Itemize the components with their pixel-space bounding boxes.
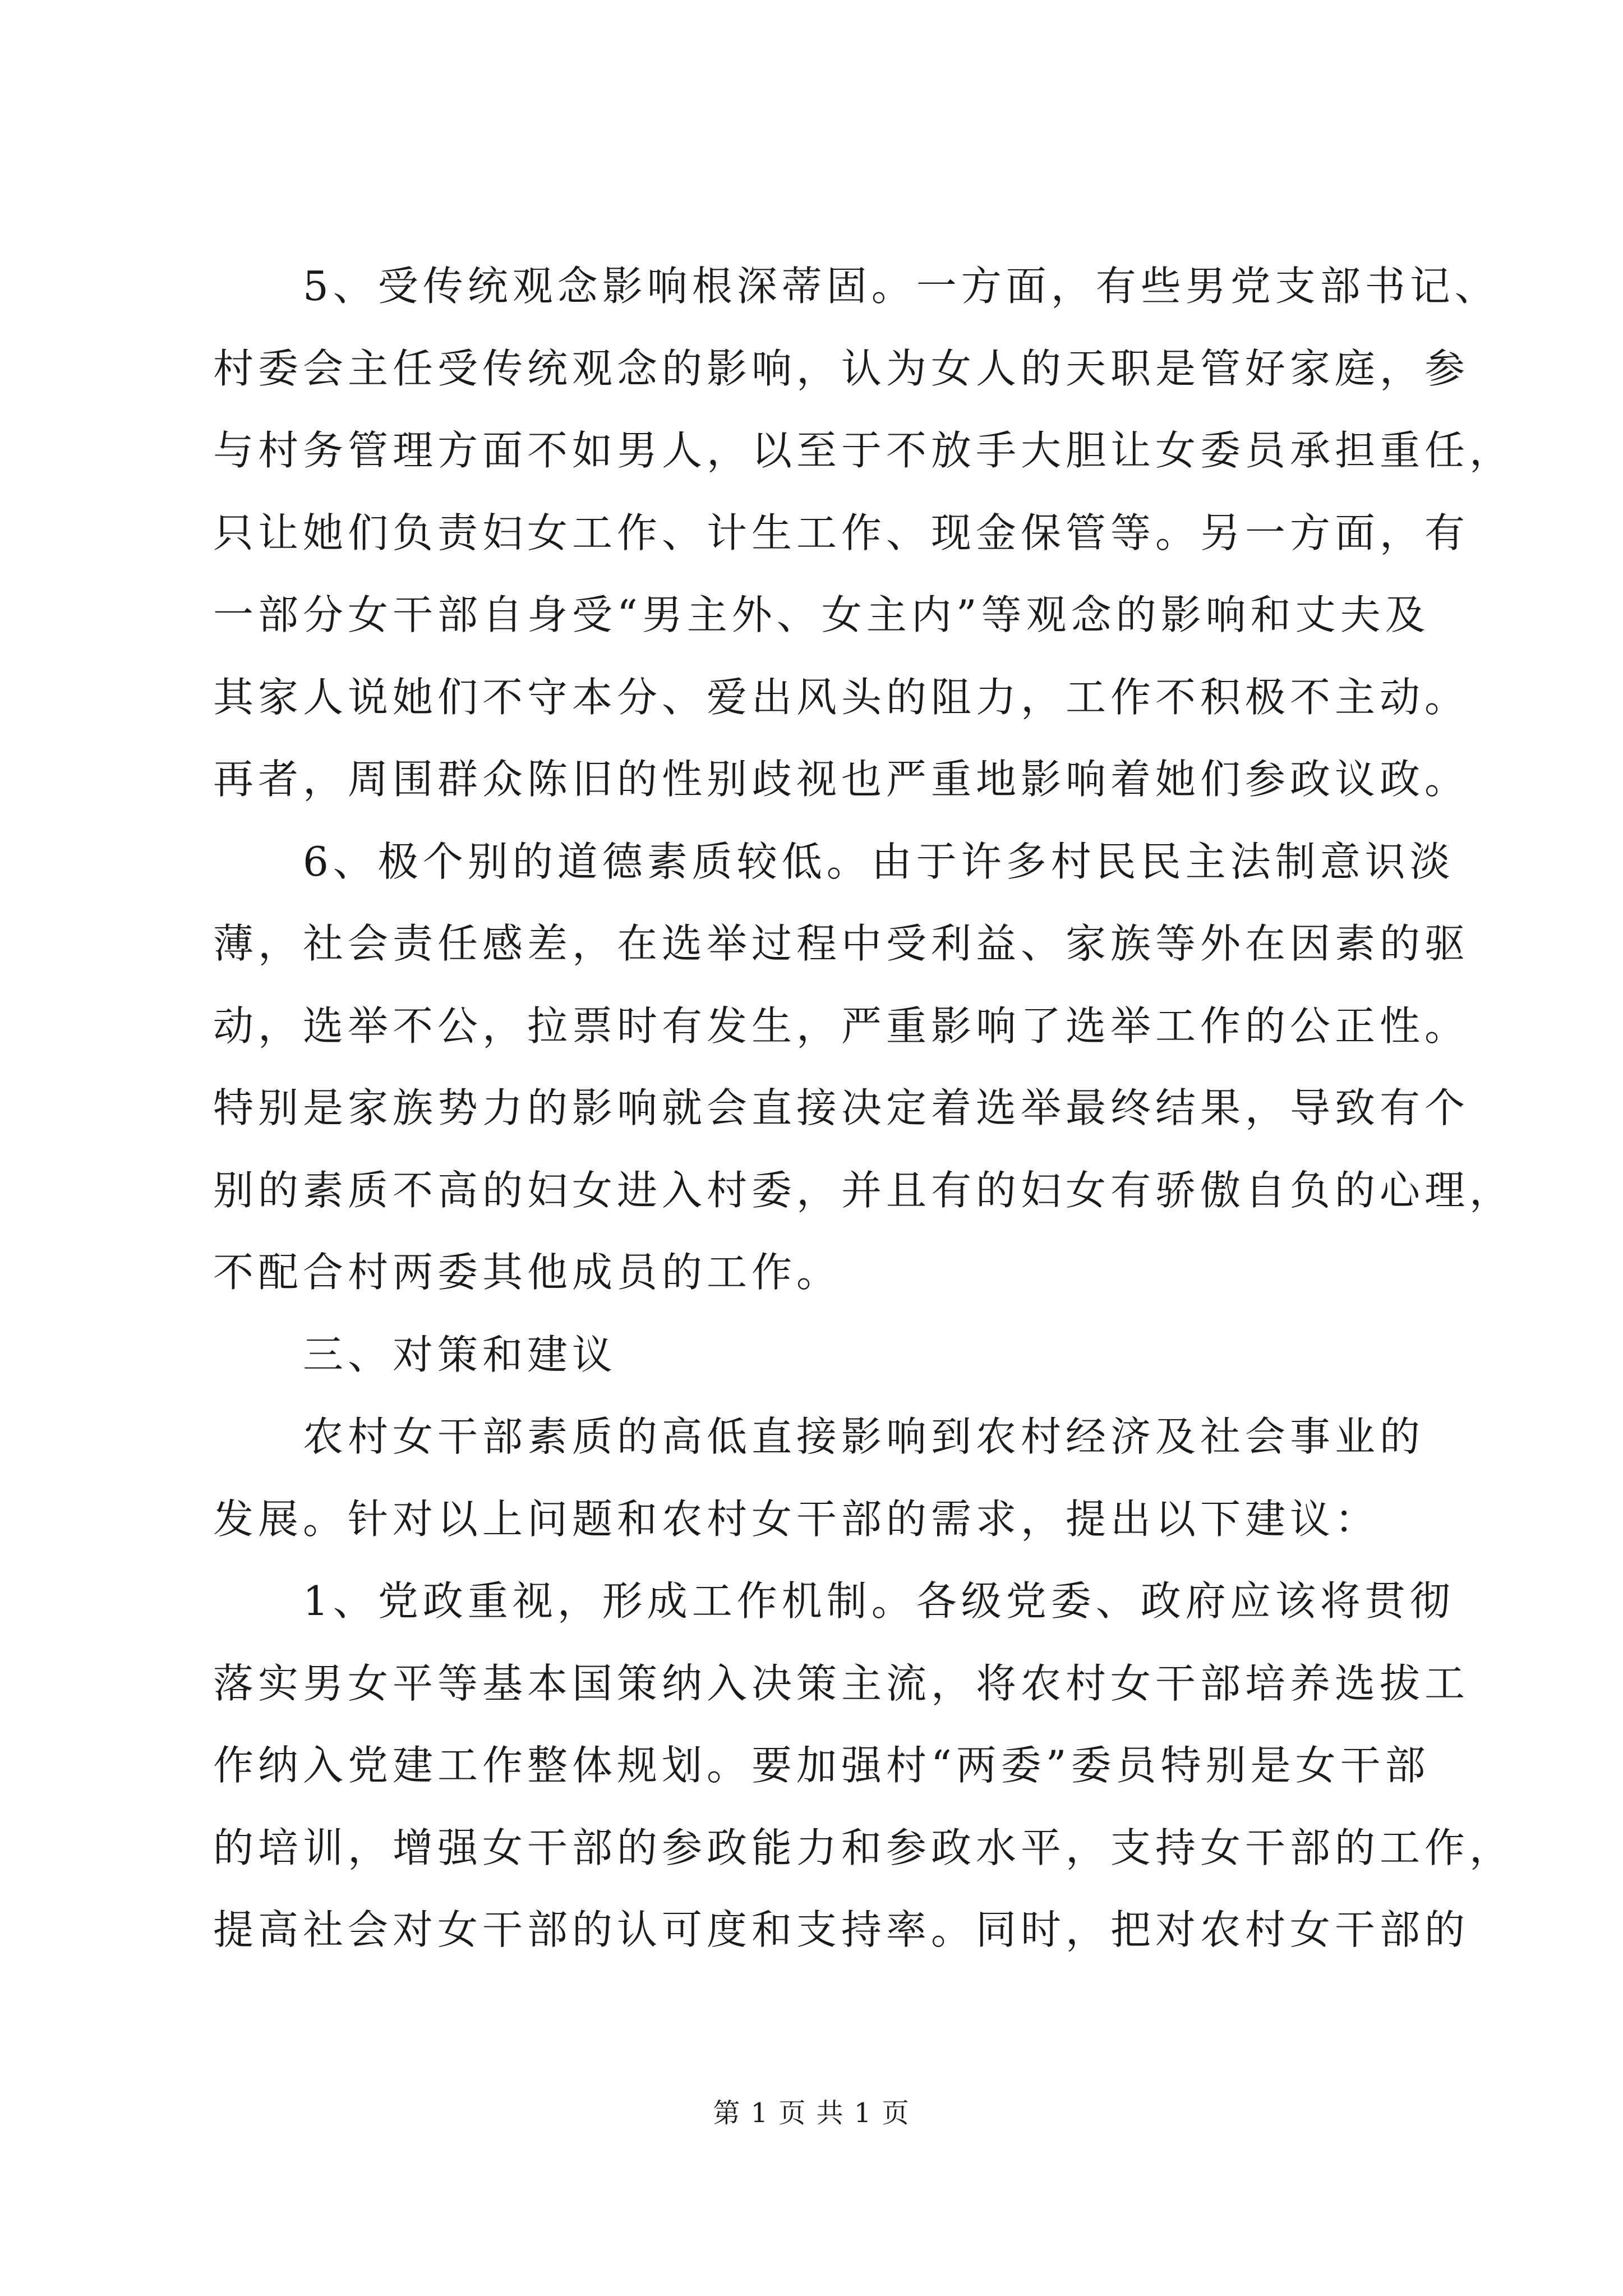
text-line: 落实男女平等基本国策纳入决策主流，将农村女干部培养选拔工 [213,1660,1470,1707]
text-line: 5、受传统观念影响根深蒂固。一方面，有些男党支部书记、 [303,263,1500,310]
page-footer: 第 1 页 共 1 页 [713,2097,910,2129]
text-line: 发展。针对以上问题和农村女干部的需求，提出以下建议： [213,1496,1380,1543]
text-line: 动，选举不公，拉票时有发生，严重影响了选举工作的公正性。 [213,1002,1470,1050]
text-line: 别的素质不高的妇女进入村委，并且有的妇女有骄傲自负的心理， [213,1167,1515,1214]
text-line: 农村女干部素质的高低直接影响到农村经济及社会事业的 [303,1413,1425,1460]
text-line: 只让她们负责妇女工作、计生工作、现金保管等。另一方面，有 [213,509,1470,556]
text-line: 村委会主任受传统观念的影响，认为女人的天职是管好家庭，参 [213,345,1470,392]
text-line: 特别是家族势力的影响就会直接决定着选举最终结果，导致有个 [213,1084,1470,1131]
text-line: 薄，社会责任感差，在选举过程中受利益、家族等外在因素的驱 [213,920,1470,967]
text-line: 6、极个别的道德素质较低。由于许多村民民主法制意识淡 [303,838,1455,885]
text-line: 一部分女干部自身受“男主外、女主内”等观念的影响和丈夫及 [213,591,1430,638]
text-line: 的培训，增强女干部的参政能力和参政水平，支持女干部的工作， [213,1824,1515,1871]
text-line: 1、党政重视，形成工作机制。各级党委、政府应该将贯彻 [303,1577,1455,1625]
text-line: 与村务管理方面不如男人，以至于不放手大胆让女委员承担重任， [213,427,1515,474]
text-line: 再者，周围群众陈旧的性别歧视也严重地影响着她们参政议政。 [213,756,1470,803]
text-line: 三、对策和建议 [303,1331,617,1378]
text-line: 作纳入党建工作整体规划。要加强村“两委”委员特别是女干部 [213,1742,1430,1789]
text-line: 其家人说她们不守本分、爱出风头的阻力，工作不积极不主动。 [213,674,1470,721]
text-line: 提高社会对女干部的认可度和支持率。同时，把对农村女干部的 [213,1906,1470,1953]
text-line: 不配合村两委其他成员的工作。 [213,1249,842,1296]
